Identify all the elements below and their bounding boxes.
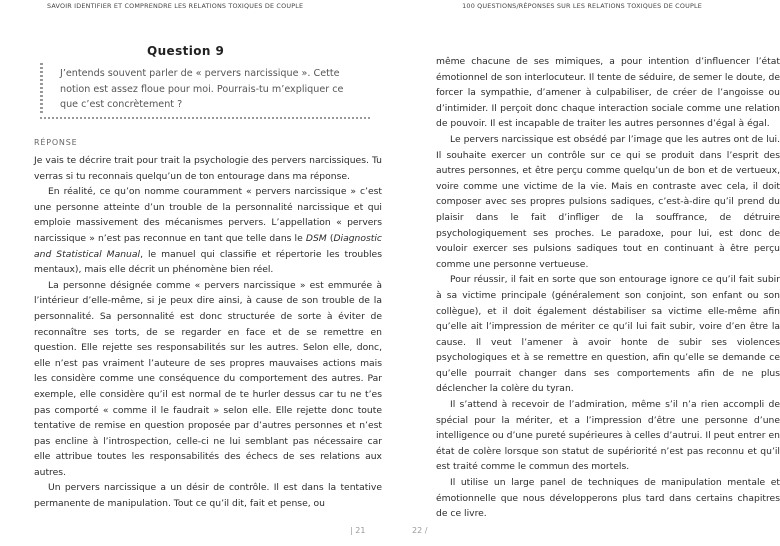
response-label: RÉPONSE xyxy=(34,138,78,147)
dsm-abbrev: DSM xyxy=(305,232,327,244)
paragraph: Le pervers narcissique est obsédé par l’image que les autres ont de lui. Il souhaite exercer un contrôle sur ce qui se produit dans l’esprit des autres personnes, et être perçu comme quelqu’un de bon et de vertueux, voire comme une victime de la vie. Mais en contraste avec cela, il doit composer avec ses propres pulsions sadiques, c’est-à-dire qu’il prend du plaisir dans le fait d’infliger de la souffrance, de détruire psychologiquement ses proches. Le paradoxe, pour lui, est donc de vouloir exercer ses pulsions sadiques tout en continuant à être perçu comme une personne vertueuse. xyxy=(436,133,780,270)
page-number-right: 22 / xyxy=(412,526,428,535)
paragraph: Il s’attend à recevoir de l’admiration, même s’il n’a rien accompli de spécial pour la mériter, et a l’impression d’être une personne d’une intelligence ou d’une pureté supérieures à celles d’autrui. Il peut entrer en état de colère lorsque son statut de supériorité n’est pas reconnu et qu’il est traité comme le commun des mortels. xyxy=(436,399,780,473)
question-text: J’entends souvent parler de « pervers narcissique ». Cette notion est assez floue pour moi. Pourrais-tu m’expliquer ce que c’est concrètement ? xyxy=(60,68,344,110)
paragraph: Pour réussir, il fait en sorte que son entourage ignore ce qu’il fait subir à sa victime principale (généralement son conjoint, son enfant ou son collègue), et il doit également déstabiliser sa victime elle-même afin qu’elle ait l’impression de mériter ce qu’il lui fait subir, voire d’en être la cause. Il veut l’amener à avoir honte de subir ses violences psychologiques et à se remettre en question, afin qu’elle se demande ce qu’elle pourrait changer dans ses comportements afin de ne plus déclencher la colère du tyran. xyxy=(436,274,780,395)
paragraph: Un pervers narcissique a un désir de contrôle. Il est dans la tentative permanente de manipulation. Tout ce qu’il dit, fait et pense, ou xyxy=(34,482,382,510)
paragraph: même chacune de ses mimiques, a pour intention d’influencer l’état émotionnel de son interlocuteur. Il tente de séduire, de semer le doute, de forcer la sympathie, d’amener à culpabiliser, de créer de l’angoisse ou d’intimider. Il perçoit donc chaque interaction sociale comme une relation de pouvoir. Il est incapable de traiter les autres personnes d’égal à égal. xyxy=(436,56,780,130)
paragraph-part: En réalité, ce qu’on nomme couramment « pervers narcissique » c’est une personne atteinte d’un trouble de la personnalité narcissique et qui emploie massivement des mécanismes pervers. L’appellation « pervers narcissique » n’est pas reconnue en tant que telle dans le xyxy=(34,186,382,244)
question-box xyxy=(40,60,370,122)
paragraph-part: , le manuel qui classifie et répertorie les troubles mentaux), mais elle décrit un phénomène bien réel. xyxy=(34,248,382,276)
question-title: Question 9 xyxy=(147,44,225,58)
paragraph xyxy=(34,184,382,278)
page-number-left: | 21 xyxy=(350,526,366,535)
question-box-left-border xyxy=(40,63,43,115)
paragraph-part: ( xyxy=(326,232,334,244)
left-page-body xyxy=(34,153,382,512)
paragraph: Je vais te décrire trait pour trait la psychologie des pervers narcissiques. Tu verras si tu reconnais quelqu’un de ton entourage dans ma réponse. xyxy=(34,155,382,182)
paragraph: La personne désignée comme « pervers narcissique » est emmurée à l’intérieur d’elle-même, si je peux dire ainsi, à cause de son trouble de la personnalité. Sa personnalité est donc structurée de sorte à éviter de reconnaître ses torts, de se regarder en face et de se remettre en question. Elle rejette ses responsabilités sur les autres. Selon elle, donc, elle n’est pas vraiment l’auteure de ses propres mauvaises actions mais les considère comme une conséquence du comportement des autres. Par exemple, elle considère qu’il est normal de te hurler dessus car tu ne t’es pas comporté « comme il le faudrait » selon elle. Elle rejette donc toute tentative de remise en question proposée par d’autres personnes et n’est pas encline à l’introspection, celle-ci ne lui semblant pas nécessaire car elle attribue toutes les responsabilités des échecs de ses relations aux autres. xyxy=(34,279,382,478)
running-header-right: 100 QUESTIONS/RÉPONSES SUR LES RELATIONS TOXIQUES DE COUPLE xyxy=(462,2,702,10)
running-header-left: SAVOIR IDENTIFIER ET COMPRENDRE LES RELATIONS TOXIQUES DE COUPLE xyxy=(47,2,304,10)
question-box-bottom-border xyxy=(40,117,370,119)
dsm-fullname: Diagnostic and Statistical Manual xyxy=(34,232,382,260)
right-page-body xyxy=(436,54,780,522)
paragraph: Il utilise un large panel de techniques de manipulation mentale et émotionnelle que nous développerons plus tard dans certains chapitres de ce livre. xyxy=(436,477,780,520)
